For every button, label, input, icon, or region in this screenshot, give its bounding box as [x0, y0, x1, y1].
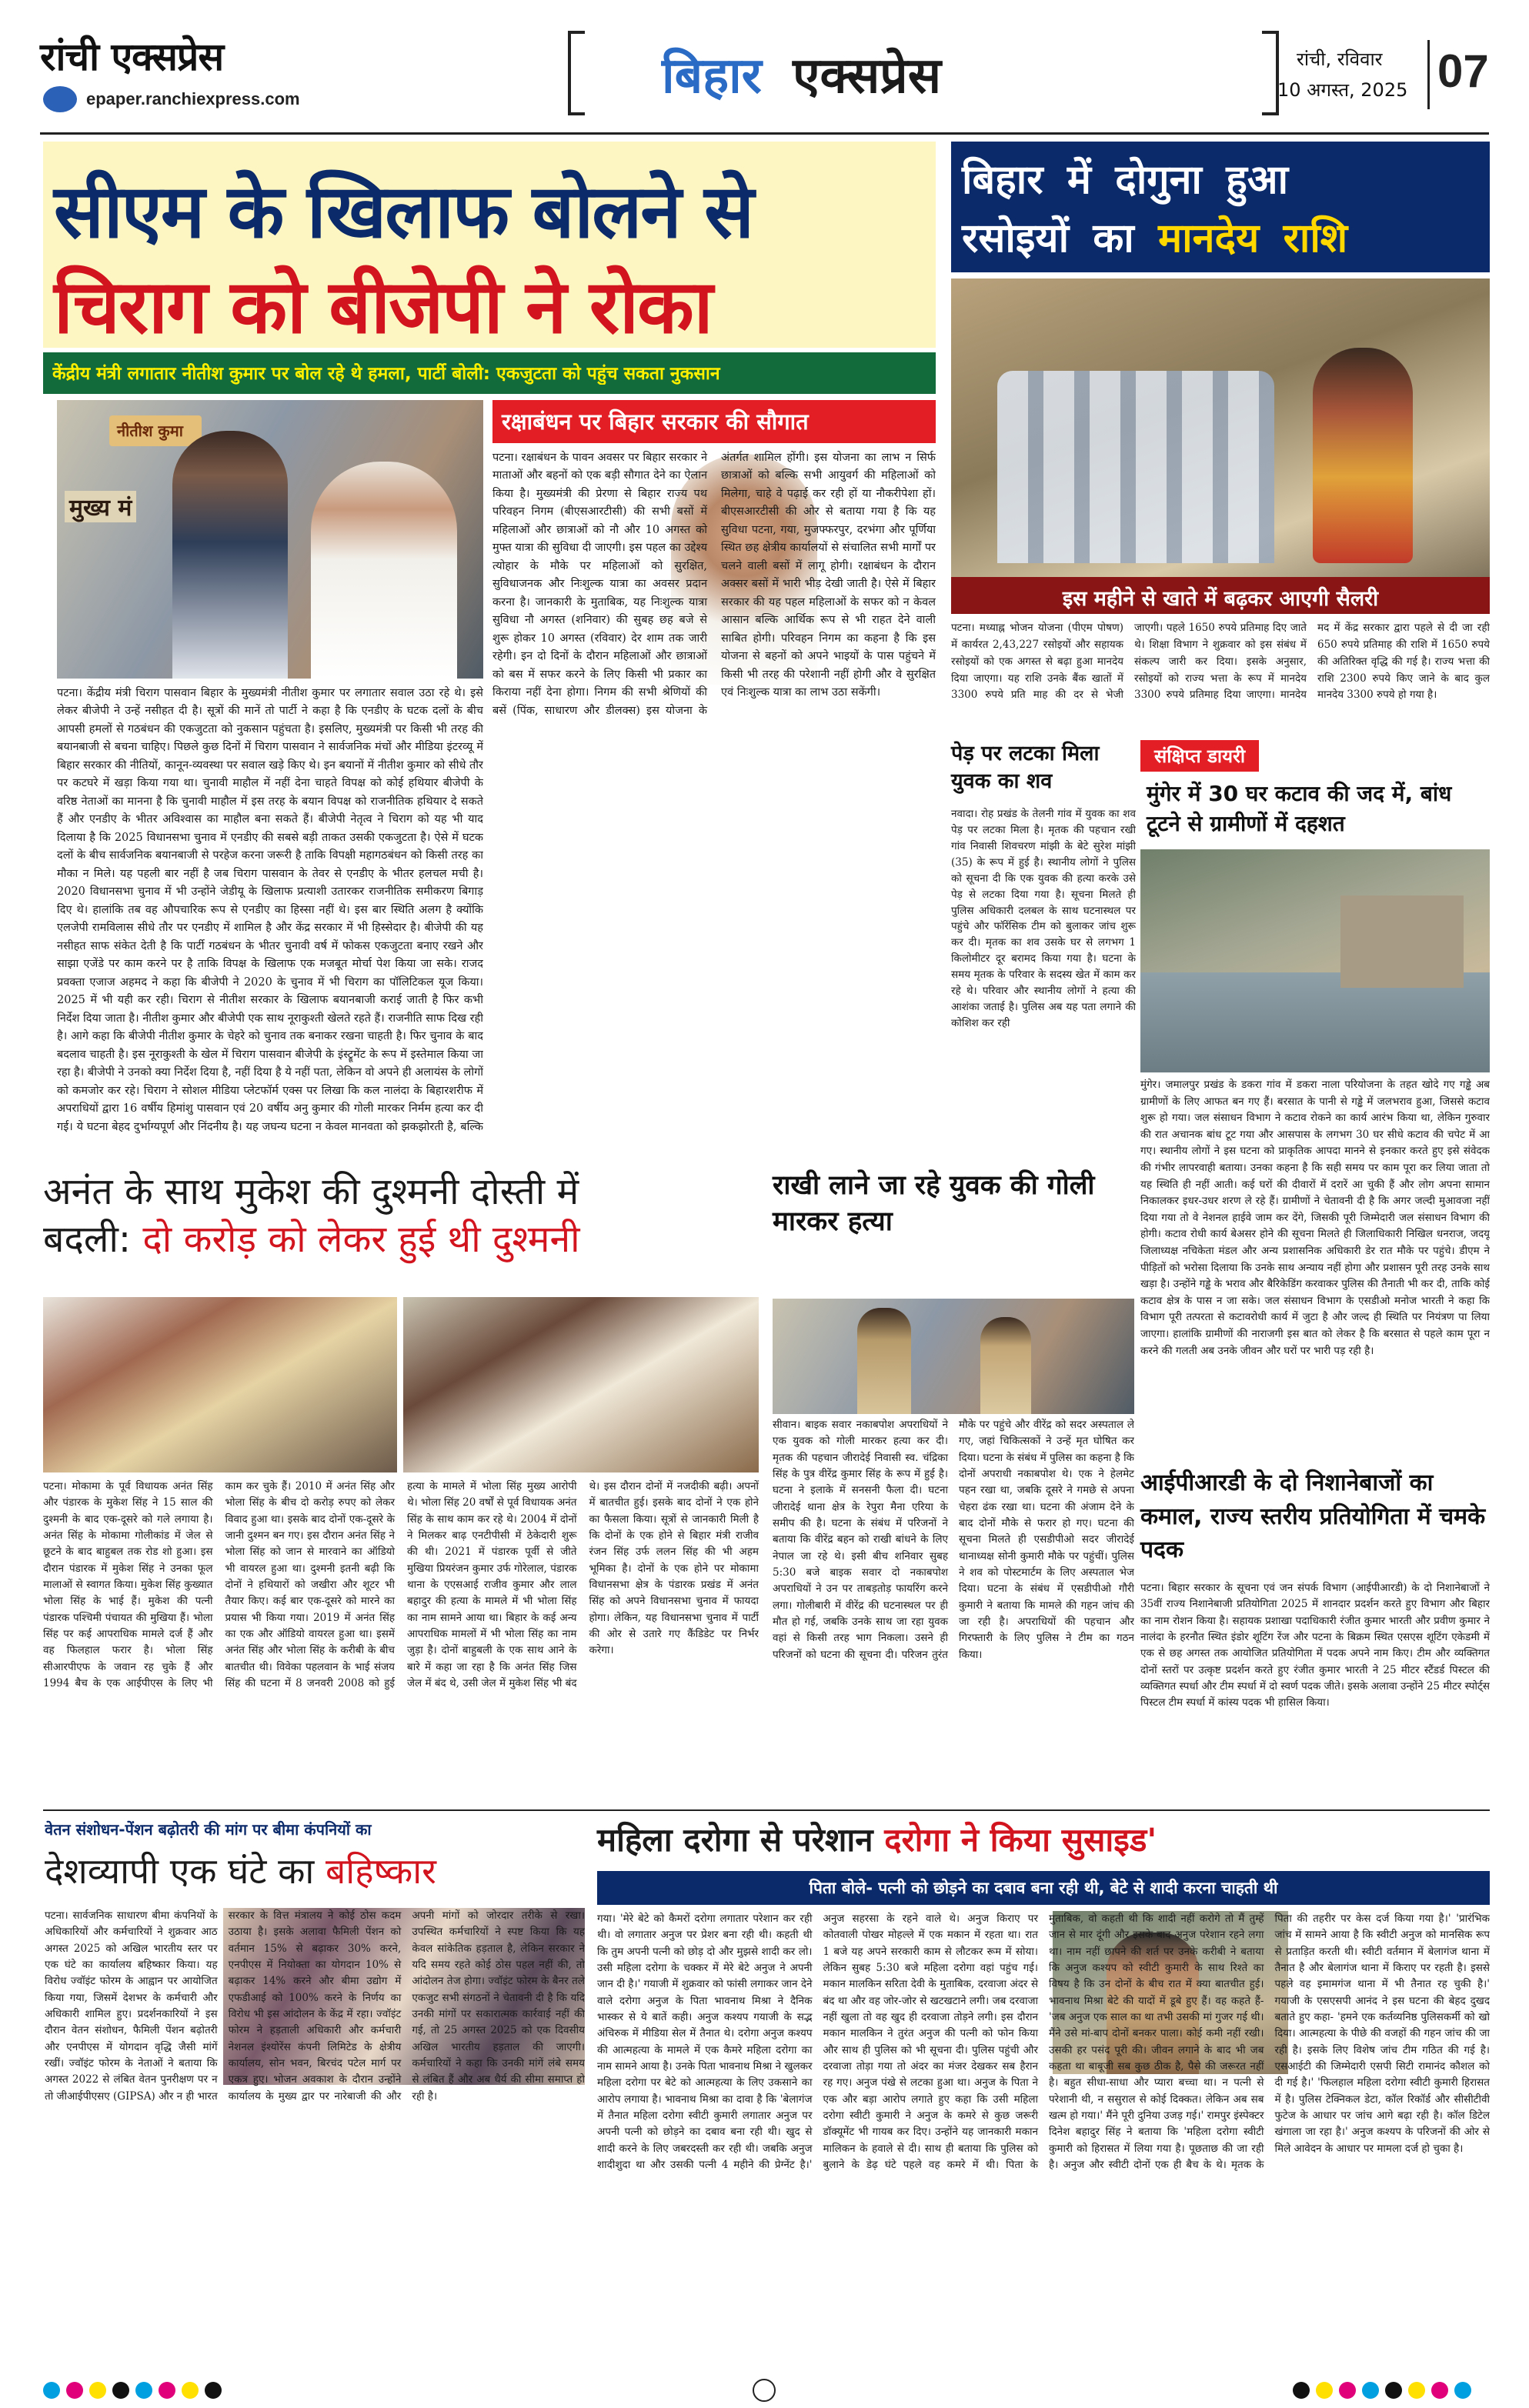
anant-headline	[43, 1168, 766, 1264]
color-dots-right	[1293, 2382, 1477, 2402]
anant-photo-1	[43, 1297, 397, 1472]
brief-diary-label-band	[1140, 740, 1490, 771]
police-figure-2	[980, 1317, 1031, 1414]
house-ruin	[1340, 895, 1464, 988]
tree-headline: पेड़ पर लटका मिला युवक का शव	[951, 742, 1100, 794]
lead-headline-box	[43, 142, 936, 348]
lower-rule	[43, 1809, 1490, 1811]
lead-photo-banner-text: नीतीश कुमा	[117, 422, 183, 440]
site-url[interactable]: epaper.ranchiexpress.com	[86, 89, 300, 108]
rakhi-photo	[773, 1299, 1134, 1414]
brief-diary-label: संक्षिप्त डायरी	[1140, 740, 1259, 772]
section-bracket-right	[1262, 31, 1279, 115]
lead-subhead: केंद्रीय मंत्री लगातार नीतीश कुमार पर बोल रहे थे हमला, पार्टी बोली: एकजुटता को पहुंच सकता नुकसान	[52, 364, 720, 384]
brief-diary-body: मुंगेर। जमालपुर प्रखंड के डकरा गांव में डकरा नाला परियोजना के तहत खोदे गए गड्ढे अब ग्रामीणों के लिए आफत बन गए हैं। बरसात के पानी से गड्ढे में जलभराव हुआ, जिससे कटाव शुरू हो गया। जल संसाधन विभाग ने कटाव रोकने का कार्य आरंभ किया था, लेकिन गुरुवार की रात अचानक बांध टूट गया और आसपास के लगभग 30 घर सीधे कटाव की चपेट में आ गए। स्थानीय लोगों ने इस घटना को प्राकृतिक आपदा मानने से इनकार करते हुए इसे संवेदक की गंभीर लापरवाही बताया। उनका कहना है कि सही समय पर काम पूरा कर लिया जाता तो यह स्थिति ही नहीं आती। कई घरों की दीवारों में दरारें आ चुकी हैं और लोग अपना सामान निकालकर इधर-उधर शरण ले रहे हैं। ग्रामीणों ने चेतावनी दी है कि अगर जल्दी मुआवजा नहीं दिया गया तो वे नेशनल हाईवे जाम कर देंगे, जिसकी पूरी जिम्मेदारी जल संसाधन विभाग की होगी। कटाव रोधी कार्य बेअसर होने की सूचना मिलते ही जिलाधिकारी निखिल धनराज, जदयू जिलाध्यक्ष नचिकेता मंडल और अन्य प्रशासनिक अधिकारी डेर रात मौके पर पहुंचे। डीएम ने पीड़ितों को भरोसा दिलाया कि उनके साथ अन्याय नहीं होगा और प्रशासन पूरी तरह उनके साथ खड़ा है। उन्होंने गड्ढे के भराव और बैरिकेडिंग करवाकर पुलिस की तैनाती भी कर दी, ताकि कोई कटाव क्षेत्र के पास न जा सके। जल संसाधन विभाग के एसडीओ मनोज भारती ने कहा कि विभाग पूरी तत्परता से कटावरोधी कार्य में जुटा है और जल्द ही स्थिति पर नियंत्रण पा लिया जाएगा। हालांकि ग्रामीणों की नाराजगी इस बात को लेकर है कि बरसात से पहले काम पूरा न करने की गलती अब उनके जीवन और घरों पर भारी पड़ रही है।	[1140, 1079, 1490, 1357]
lead-headline-2: चिराग को बीजेपी ने रोका	[54, 264, 712, 350]
lead-body: पटना। केंद्रीय मंत्री चिराग पासवान बिहार के मुख्यमंत्री नीतीश कुमार पर लगातार सवाल उठा रहे थे। इसे लेकर बीजेपी ने उन्हें नसीहत दी है। सूत्रों की मानें तो पार्टी ने कहा है कि एनडीए के घटक दलों के बीच आपसी हमलों से गठबंधन की एकजुटता को नुकसान पहुंचता है। इसलिए, मुख्यमंत्री पर किसी भी तरह की बयानबाजी से बचना चाहिए। पिछले कुछ दिनों में चिराग पासवान ने सार्वजनिक मंचों और मीडिया इंटरव्यू में बिहार सरकार की नीतियों, कानून-व्यवस्था पर सवाल खड़े किए थे। इन बयानों में नीतीश कुमार को सीधे तौर पर कटघरे में खड़ा किया गया था। चुनावी माहौल में नहीं देना चाहते विपक्ष को कोई हथियार बीजेपी के वरिष्ठ नेताओं का मानना है कि चुनावी माहौल में इस तरह के बयान विपक्ष को राजनीतिक हथियार दे सकते हैं और एनडीए के भीतर अविश्वास का माहौल बना सकते हैं। बीजेपी नेतृत्व ने चिराग को यह भी याद दिलाया है कि 2025 विधानसभा चुनाव में एनडीए की सबसे बड़ी ताकत उसकी एकजुटता है। ऐसे में घटक दलों के बीच सार्वजनिक बयानबाजी से परहेज करना जरूरी है ताकि विपक्षी महागठबंधन को किसी तरह का मौका न मिले। यह पहली बार नहीं है जब चिराग पासवान के तेवर से एनडीए के भीतर हलचल मची है। 2020 विधानसभा चुनाव में भी उन्होंने जेडीयू के खिलाफ प्रत्याशी उतारकर राजनीतिक समीकरण बिगाड़ दिए थे। हालांकि तब वह औपचारिक रूप से एनडीए का हिस्सा नहीं थे। इस बार स्थिति अलग है क्योंकि एलजेपी रामविलास सीधे तौर पर एनडीए में शामिल है और केंद्र सरकार में भी हिस्सेदार है। बीजेपी की यह नसीहत साफ संकेत देती है कि पार्टी गठबंधन के भीतर चुनावी वर्ष में फोकस एकजुटता बनाए रखने और साझा एजेंडे पर काम करने पर है ताकि विपक्ष के खिलाफ एक मजबूत मोर्चा पेश किया जा सके। राजद प्रवक्ता एजाज अहमद ने कहा कि बीजेपी ने 2020 के चुनाव में भी चिराग का पॉलिटिकल यूज किया। 2025 में भी यही कर रही। चिराग से नीतीश सरकार के खिलाफ बयानबाजी कराई जाती है फिर कभी निर्देश दिया जाता है। नीतीश कुमार और बीजेपी एक साथ नूराकुश्ती खेलते रहते हैं। राजनीति साफ दिख रही है। आगे कहा कि बीजेपी नीतीश कुमार के चेहरे को चुनाव तक बनाकर रखना चाहती है। फिर चुनाव के बाद बदलाव चाहती है। इस नूराकुश्ती के खेल में चिराग पासवान बीजेपी के इंस्ट्रूमेंट के रूप में इस्तेमाल किया जा रहा है। बीजेपी ने उनको क्या निर्देश दिया है, नहीं दिया है ये नहीं पता, लेकिन वो अपने ही अलायंस के लोगों को कमजोर कर रहे। चिराग ने सोशल मीडिया प्लेटफॉर्म एक्स पर लिखा कि कल नालंदा के बिहारशरीफ में अपराधियों द्वारा 16 वर्षीय हिमांशु पासवान एवं 20 वर्षीय अनु कुमार की गोली मारकर निर्मम हत्या कर दी गई। ये घटना बेहद दुर्भाग्यपूर्ण और निंदनीय है। यह जघन्य घटना न केवल मानवता को झकझोरती है, बल्कि	[57, 687, 483, 1133]
brand-name: रांची एक्सप्रेस	[40, 34, 224, 79]
anant-headline-2	[43, 1216, 766, 1263]
shooters-headline: आईपीआरडी के दो निशानेबाजों का कमाल, राज्य स्तरीय प्रतियोगिता में चमके पदक	[1140, 1469, 1486, 1563]
cooks-headline-1: बिहार में दोगुना हुआ	[962, 157, 1288, 203]
section-title-right: एक्सप्रेस	[793, 47, 941, 105]
header-rule	[40, 132, 1489, 135]
tree-body: नवादा। रोह प्रखंड के तेलनी गांव में युवक का शव पेड़ पर लटका मिला है। मृतक की पहचान रखी गांव निवासी शिवचरण मांझी के बेटे सुरेश मांझी (35) के रूप में हुई है। स्थानीय लोगों ने पुलिस को सूचना दी कि एक युवक की हत्या करके उसे पेड़ से लटका दिया गया है। सूचना मिलते ही पुलिस अधिकारी दलबल के साथ घटनास्थल पर पहुंचे और फॉरेंसिक टीम को बुलाकर जांच शुरू कर दी। मृतक का शव उसके घर से लगभग 1 किलोमीटर दूर बरामद किया गया है। घटना के समय मृतक के परिवार के सदस्य खेत में काम कर रहे थे। परिवार और स्थानीय लोगों ने हत्या की आशंका जताई है। पुलिस अब यह पता लगाने की कोशिश कर रही	[951, 808, 1136, 1029]
rakhi-body: सीवान। बाइक सवार नकाबपोश अपराधियों ने एक युवक को गोली मारकर हत्या कर दी। मृतक की पहचान जीरादेई निवासी स्व. चंद्रिका सिंह के पुत्र वीरेंद्र कुमार सिंह के रूप में हुई है। घटना ने इलाके में सनसनी फैला दी। घटना जीरादेई थाना क्षेत्र के रेपुरा मैना एरिया के समीप की है। घटना के संबंध में परिजनों ने बताया कि वीरेंद्र बहन को राखी बांधने के लिए नेपाल जा रहे थे। इसी बीच शनिवार सुबह 5:30 बजे बाइक सवार दो नकाबपोश अपराधियों ने उन पर ताबड़तोड़ फायरिंग करने लगा। गोलीबारी में वीरेंद्र की घटनास्थल पर ही मौत हो गई, जबकि उनके साथ जा रहा युवक वहां से किसी तरह भाग निकला। उसने ही परिजनों को घटना की सूचना दी। परिजन तुरंत मौके पर पहुंचे और वीरेंद्र को सदर अस्पताल ले गए, जहां चिकित्सकों ने उन्हें मृत घोषित कर दिया। घटना के संबंध में पुलिस का कहना है कि दोनों अपराधी नकाबपोश थे। एक ने हेलमेट पहन रखा था, जबकि दूसरे ने गमछे से अपना चेहरा ढंक रखा था। घटना की अंजाम देने के बाद दोनों मौके से फरार हो गए। घटना की सूचना मिलते ही एसडीपीओ सदर जीरादेई थानाध्यक्ष सोनी कुमारी मौके पर पहुंचीं। पुलिस ने शव को पोस्टमार्टम के लिए अस्पताल भेज दिया। घटना के संबंध में एसडीपीओ गौरी कुमारी ने बताया कि मामले की गहन जांच की जा रही है। अपराधियों की पहचान और गिरफ्तारी के लिए पुलिस ने टीम का गठन किया।	[773, 1419, 1134, 1661]
insurance-headline	[45, 1846, 583, 1894]
rakshabandhan-body: पटना। रक्षाबंधन के पावन अवसर पर बिहार सरकार ने माताओं और बहनों को एक बड़ी सौगात देने का ऐलान किया है। मुख्यमंत्री की प्रेरणा से बिहार राज्य पथ परिवहन निगम (बीएसआरटीसी) की सभी बसों में महिलाओं और छात्राओं को नौ और 10 अगस्त को मुफ्त यात्रा की सुविधा दी जाएगी। इस पहल का उद्देश्य त्योहार के मौके पर महिलाओं को सुरक्षित, सुविधाजनक और निःशुल्क यात्रा का अवसर प्रदान करना है। जानकारी के मुताबिक, यह निःशुल्क यात्रा सुविधा नौ अगस्त (शनिवार) की सुबह छह बजे से शुरू होकर 10 अगस्त (रविवार) देर शाम तक जारी रहेगी। इन दो दिनों के दौरान महिलाओं और छात्राओं को बस में सफर करने के लिए किसी भी प्रकार का किराया नहीं देना होगा। निगम की सभी श्रेणियों की बसें (पिंक, साधारण और डीलक्स) इस योजना के अंतर्गत शामिल होंगी। इस योजना का लाभ न सिर्फ छात्राओं को बल्कि सभी आयुवर्ग की महिलाओं को मिलेगा, चाहे वे पढ़ाई कर रही हों या नौकरीपेशा हों। बीएसआरटीसी की ओर से बताया गया है कि यह सुविधा पटना, गया, मुजफ्फरपुर, दरभंगा और पूर्णिया स्थित छह क्षेत्रीय कार्यालयों से संचालित सभी मार्गों पर चलने वाली बसों में लागू होगी। रक्षाबंधन के दौरान अक्सर बसों में भारी भीड़ देखी जाती है। ऐसे में बिहार सरकार की यह पहल महिलाओं के सफर को न केवल आसान बल्कि आर्थिक रूप से भी राहत देने वाली साबित होगी। परिवहन निगम का कहना है कि इस योजना से बहनों को अपने भाइयों के पास पहुंचने में किसी भी तरह की परेशानी नहीं होगी और वे सुरक्षित एवं निःशुल्क यात्रा का लाभ उठा सकेंगी।	[492, 452, 936, 717]
police-figure	[857, 1308, 911, 1414]
registration-marks	[0, 2379, 1529, 2402]
section-title	[662, 40, 941, 107]
daroga-headline	[597, 1817, 1490, 1861]
insurance-kicker: वेतन संशोधन-पेंशन बढ़ोतरी की मांग पर बीमा कंपनियों का	[45, 1820, 372, 1839]
page-number-divider	[1427, 40, 1430, 109]
person-nitish	[311, 462, 457, 679]
anant-headline-2b: दो करोड़ को लेकर हुई थी दुश्मनी	[142, 1218, 580, 1262]
cooks-headline-2a: रसोइयों का	[962, 215, 1134, 262]
rakshabandhan-title-band	[492, 400, 936, 443]
rakshabandhan-title: रक्षाबंधन पर बिहार सरकार की सौगात	[502, 409, 809, 435]
hand-icon	[43, 86, 77, 112]
anant-photo-2	[403, 1297, 759, 1472]
cooks-photo-caption-band	[951, 577, 1490, 614]
page-number: 07	[1437, 45, 1489, 97]
shooters-body: पटना। बिहार सरकार के सूचना एवं जन संपर्क विभाग (आईपीआरडी) के दो निशानेबाजों ने 35वीं राज्य निशानेबाजी प्रतियोगिता 2025 में शानदार प्रदर्शन करते हुए विभाग और बिहार का नाम रोशन किया है। सहायक प्रशाखा पदाधिकारी रंजीत कुमार भारती और प्रवीण कुमार ने नालंदा के हरनौत स्थित इंडोर शूटिंग रेंज और पटना के बिक्रम स्थित एसएस शूटिंग एकेडमी में एक से छह अगस्त तक आयोजित प्रतियोगिता में पदक अपने नाम किए। टीम और व्यक्तिगत दोनों स्तरों पर उत्कृष्ट प्रदर्शन करते हुए रंजीत कुमार भारती ने 25 मीटर स्टैंडर्ड पिस्टल की व्यक्तिगत स्पर्धा और टीम स्पर्धा में दो स्वर्ण पदक जीते। इसके अलावा उन्होंने 25 मीटर स्पोर्ट्स पिस्टल टीम स्पर्धा में कांस्य पदक भी हासिल किया।	[1140, 1582, 1490, 1709]
cooks-body: पटना। मध्याह्न भोजन योजना (पीएम पोषण) में कार्यरत 2,43,227 रसोइयों और सहायक रसोइयों को एक अगस्त से बढ़ा हुआ मानदेय दिया जाएगा। यह राशि उनके बैंक खातों में 3300 रुपये प्रति माह की दर से भेजी जाएगी। पहले 1650 रुपये प्रतिमाह दिए जाते थे। शिक्षा विभाग ने शुक्रवार को इस संबंध में संकल्प जारी कर दिया। इसके अनुसार, रसोइयों को राज्य भत्ता के रूप में मानदेय 3300 रुपये प्रतिमाह दिया जाएगा। मानदेय मद में केंद्र सरकार द्वारा पहले से दी जा रही 650 रुपये प्रतिमाह की राशि में 1650 रुपये की अतिरिक्त वृद्धि की गई है। राज्य भत्ता की राशि 2300 रुपये किए जाने के बाद कुल मानदेय 3300 रुपये हो गया है।	[951, 622, 1490, 702]
brand-logo	[40, 29, 223, 82]
color-dots-left	[43, 2382, 228, 2402]
cook-figure	[1313, 348, 1413, 563]
rakhi-headline: राखी लाने जा रहे युवक की गोली मारकर हत्या	[773, 1170, 1095, 1238]
daroga-subhead: पिता बोले- पत्नी को छोड़ने का दबाव बना रही थी, बेटे से शादी करना चाहती थी	[809, 1879, 1278, 1897]
lead-photo	[57, 400, 483, 679]
section-bracket-left	[568, 31, 585, 115]
cooks-headline-2b: मानदेय राशि	[1158, 215, 1348, 262]
lead-headline-1: सीएम के खिलाफ बोलने से	[54, 168, 753, 255]
brief-diary-headline: मुंगेर में 30 घर कटाव की जद में, बांध टूटने से ग्रामीणों में दहशत	[1147, 781, 1452, 837]
city-day: रांची, रविवार	[1297, 48, 1383, 70]
daroga-body: गया। 'मेरे बेटे को कैमरों दरोगा लगातार परेशान कर रही थी। वो लगातार अनुज पर प्रेशर बना रही थी। कहती थी कि तुम अपनी पत्नी को छोड़ दो और मुझसे शादी कर लो। उसी महिला दरोगा के चक्कर में मेरे बेटे अनुज ने अपनी जान दी है।' गयाजी में शुक्रवार को फांसी लगाकर जान देने वाले दरोगा अनुज के पिता भावनाथ मिश्रा ने दैनिक भास्कर से ये बातें कही। अनुज कश्यप गयाजी के सद्भ अंचिरुक में मीडिया सेल में तैनात थे। दरोगा अनुज कश्यप की आत्महत्या के मामले में एक कैमरे महिला दरोगा का नाम सामने आया है। उनके पिता भावनाथ मिश्रा ने खुलकर महिला दरोगा पर बेटे को आत्महत्या के लिए उकसाने का आरोप लगाया है। भावनाथ मिश्रा का दावा है कि 'बेलागंज में तैनात महिला दरोगा स्वीटी कुमारी लगातार अनुज पर अपनी पत्नी को छोड़ने का दबाव बना रही थी। खुद से शादी करने के लिए जबरदस्ती कर रही थी। जबकि अनुज शादीशुदा था और उसकी पत्नी 4 महीने की प्रेग्नेंट है।' अनुज सहरसा के रहने वाले थे। अनुज किराए पर कोतवाली पोखर मोहल्ले में एक मकान में रहता था। रात 1 बजे यह अपने सरकारी काम से लौटकर रूम में सोया। लेकिन सुबह 5:30 बजे महिला दरोगा वहां पहुंच गई। मकान मालकिन सरिता देवी के मुताबिक, दरवाजा अंदर से बंद था और वह जोर-जोर से खटखटाने लगी। जब दरवाजा नहीं खुला तो वह खुद ही दरवाजा तोड़ने लगी। इस दौरान मकान मालकिन ने तुरंत अनुज की पत्नी को फोन किया और साथ ही पुलिस को भी सूचना दी। पुलिस पहुंची और दरवाजा तोड़ा गया तो अंदर का मंजर देखकर सब हैरान रह गए। अनुज पंखे से लटका हुआ था। अनुज के पिता ने एक और बड़ा आरोप लगाते हुए कहा कि उसी महिला दरोगा स्वीटी कुमारी ने अनुज के कमरे से कुछ जरूरी डॉक्यूमेंट भी गायब कर दिए। उन्होंने यह जानकारी मकान मालिकन के हवाले से दी। साथ ही बताया कि पुलिस को बुलाने के डेढ़ घंटे पहले वह कमरे में थी। पिता के मुताबिक, वो कहती थी कि शादी नहीं करोगे तो मैं तुम्हें जान से मार दूंगी और इसके बाद अनुज परेशान रहने लगा था। नाम नहीं छापने की शर्त पर उनके करीबी ने बताया कि अनुज कश्यप को स्वीटी कुमारी के साथ रिश्ते का विषय है कि उन दोनों के बीच रात में क्या बातचीत हुई। भावनाथ मिश्रा बेटे की यादों में डूबे हुए हैं। वह कहते हैं- 'जब अनुज एक साल का था तभी उसकी मां गुजर गई थी। मैंने उसे मां-बाप दोनों बनकर पाला। कोई कमी नहीं रखी। उसकी हर पसंद पूरी की। जीवन लगाने के बाद भी जब कहता था बाबूजी सब कुछ ठीक है, पैसे की जरूरत नहीं है। बहुत सीधा-साधा और प्यारा बच्चा था। न पत्नी से परेशानी थी, न ससुराल से कोई दिक्कत। लेकिन अब सब खत्म हो गया।' मैंने पूरी दुनिया उजड़ गई।' रामपुर इंस्पेक्टर दिनेश बहादुर सिंह ने बताया कि 'महिला दरोगा स्वीटी कुमारी को हिरासत में लिया गया है। पूछताछ की जा रही है। अनुज और स्वीटी दोनों एक ही बैच के थे। मृतक के पिता की तहरीर पर केस दर्ज किया गया है।' 'प्रारंभिक जांच में सामने आया है कि स्वीटी अनुज को मानसिक रूप से प्रताड़ित करती थी। स्वीटी वर्तमान में बेलागंज थाना में तैनात है और बेलागंज थाना में किराए पर रहती है। इससे पहले वह इमामगंज थाना में भी तैनात रह चुकी है।' गयाजी के एसएसपी आनंद ने इस घटना की बेहद दुखद बताते हुए कहा- 'हमने एक कर्तव्यनिष्ठ पुलिसकर्मी को खो दिया। आत्महत्या के पीछे की वजहों की गहन जांच की जा रही है। इसके लिए विशेष जांच टीम गठित की गई है। एसआईटी की जिम्मेदारी एसपी सिटी रामानंद कौशल को दी गई है।' 'फिलहाल महिला दरोगा स्वीटी कुमारी हिरासत में है। पुलिस टेक्निकल डेटा, कॉल रिकॉर्ड और सीसीटीवी फुटेज के आधार पर जांच आगे बढ़ा रही है। कॉल डिटेल खंगाला जा रहा है।' अनुज कश्यप के परिजनों की ओर से मिले आवेदन के आधार पर मामला दर्ज हो चुका है।	[597, 1913, 1490, 2171]
flood-photo	[1140, 849, 1490, 1072]
lead-photo-banner	[109, 415, 202, 446]
section-title-left: बिहार	[662, 47, 762, 105]
daroga-headline-b: दरोगा ने किया सुसाइड'	[884, 1821, 1157, 1859]
cooks-photo	[951, 278, 1490, 609]
cooks-headline-2	[962, 209, 1347, 264]
cooks-headline-box	[951, 142, 1490, 272]
insurance-headline-a: देशव्यापी एक घंटे का	[45, 1850, 315, 1892]
cooks-photo-caption: इस महीने से खाते में बढ़कर आएगी सैलरी	[1062, 587, 1379, 611]
insurance-headline-b: बहिष्कार	[325, 1850, 436, 1892]
lead-subhead-band	[43, 352, 936, 394]
daroga-subhead-band	[597, 1871, 1490, 1905]
daroga-headline-a: महिला दरोगा से परेशान	[597, 1821, 873, 1859]
anant-body: पटना। मोकामा के पूर्व विधायक अनंत सिंह और पंडारक के मुकेश सिंह ने 15 साल की दुश्मनी के बाद एक-दूसरे को गले लगाया है। अनंत सिंह के मोकामा गोलीकांड में जेल से छूटने के बाद बाहुबल तक रोड शो हुआ। इस दौरान पंडारक में मुकेश सिंह ने उनका फूल मालाओं से स्वागत किया। मुकेश सिंह कुख्यात भोला सिंह के भाई हैं। मुकेश की पत्नी पंडारक पश्चिमी पंचायत की मुखिया हैं। भोला सिंह पर कई आपराधिक मामले दर्ज हैं और वह फिलहाल फरार है। भोला सिंह सीआरपीएफ के जवान रह चुके हैं और 1994 बैच के एक आईपीएस के लिए भी काम कर चुके हैं। 2010 में अनंत सिंह और भोला सिंह के बीच दो करोड़ रुपए को लेकर विवाद हुआ था। इसके बाद दोनों एक-दूसरे के जानी दुश्मन बन गए। इस दौरान अनंत सिंह ने भोला सिंह को जान से मारवाने का ऑडियो भी वायरल हुआ था। दुश्मनी इतनी बढ़ी कि दोनों ने हथियारों को जखीरा और शूटर भी तैयार किए। कई बार एक-दूसरे को मारने का प्रयास भी किया गया। 2019 में अनंत सिंह का एक और ऑडियो वायरल हुआ था। इसमें अनंत सिंह और भोला सिंह के करीबी के बीच बातचीत थी। विवेका पहलवान के भाई संजय सिंह की घटना में 8 जनवरी 2008 को हुई हत्या के मामले में भोला सिंह मुख्य आरोपी थे। भोला सिंह 20 वर्षों से पूर्व विधायक अनंत सिंह के साथ काम कर रहे थे। 2004 में दोनों ने मिलकर बाढ़ एनटीपीसी में ठेकेदारी शुरू की थी। 2021 में पंडारक पूर्वी से जीते मुखिया प्रियरंजन कुमार उर्फ गोरेलाल, पंडारक थाना के एएसआई राजीव कुमार और लाल बहादुर की हत्या के मामले में भी भोला सिंह का नाम सामने आया था। बिहार के कई अन्य आपराधिक मामलों में भी भोला सिंह का नाम जुड़ा है। दोनों बाहुबली के एक साथ आने के बारे में कहा जा रहा है कि अनंत सिंह जिस जेल में बंद थे, उसी जेल में मुकेश सिंह भी बंद थे। इस दौरान दोनों में नजदीकी बढ़ी। अपनों में बातचीत हुई। इसके बाद दोनों ने एक होने का फैसला किया। सूत्रों से जानकारी मिली है कि दोनों के एक होने से बिहार मंत्री राजीव रंजन सिंह उर्फ ललन सिंह की भी अहम भूमिका है। दोनों के एक होने पर मोकामा विधानसभा क्षेत्र के पंडारक प्रखंड में अनंत सिंह को अपने विधानसभा चुनाव में फायदा होगा। लेकिन, यह विधानसभा चुनाव में पार्टी की ओर से उतारे गए कैंडिडेट पर निर्भर करेगा।	[43, 1480, 759, 1689]
students-figures	[997, 371, 1274, 563]
anant-headline-2a: बदली:	[43, 1218, 132, 1262]
person-chirag	[172, 431, 288, 679]
lead-photo-caption-text: मुख्य मं	[65, 491, 136, 522]
crosshair-icon	[753, 2379, 776, 2402]
masthead	[0, 0, 1529, 131]
anant-headline-1: अनंत के साथ मुकेश की दुश्मनी दोस्ती में	[43, 1170, 579, 1213]
issue-date: 10 अगस्त, 2025	[1277, 79, 1408, 101]
insurance-body: पटना। सार्वजनिक साधारण बीमा कंपनियों के अधिकारियों और कर्मचारियों ने शुक्रवार आठ अगस्त 2025 को अखिल भारतीय स्तर पर एक घंटे का कार्यालय बहिष्कार किया। यह विरोध ज्वॉइंट फोरम के आह्वान पर आयोजित किया गया, जिसमें देशभर के कर्मचारी और अधिकारी शामिल हुए। प्रदर्शनकारियों ने इस दौरान वेतन संशोधन, फैमिली पेंशन बढ़ोतरी और एनपीएस में योगदान वृद्धि जैसी मांगें रखीं। ज्वॉइंट फोरम के नेताओं ने बताया कि अगस्त 2022 से लंबित वेतन पुनरीक्षण पर न तो जीआईपीएसए (GIPSA) और न ही भारत सरकार के वित्त मंत्रालय ने कोई ठोस कदम उठाया है। इसके अलावा फैमिली पेंशन को वर्तमान 15% से बढ़ाकर 30% करने, एनपीएस में नियोक्ता का योगदान 10% से बढ़ाकर 14% करने और बीमा उद्योग में एफडीआई को 100% करने के निर्णय का विरोध भी इस आंदोलन के केंद्र में रहा। ज्वॉइंट फोरम ने हड़ताली अधिकारी और कर्मचारी नेशनल इंश्योरेंस कंपनी लिमिटेड के क्षेत्रीय कार्यालय, सोन भवन, बिरचंद पटेल मार्ग पर एकत्र हुए। भोजन अवकाश के दौरान उन्होंने कार्यालय के मुख्य द्वार पर नारेबाजी की और अपनी मांगों को जोरदार तरीके से रखा। उपस्थित कर्मचारियों ने स्पष्ट किया कि यह केवल सांकेतिक हड़ताल है, लेकिन सरकार ने यदि समय रहते कोई ठोस पहल नहीं की, तो आंदोलन तेज होगा। ज्वॉइंट फोरम के बैनर तले एकजुट सभी संगठनों ने चेतावनी दी है कि यदि उनकी मांगों पर सकारात्मक कार्रवाई नहीं की गई, तो 25 अगस्त 2025 को एक दिवसीय अखिल भारतीय हड़ताल की जाएगी। कर्मचारियों ने कहा कि उनकी मांगें लंबे समय से लंबित हैं और अब धैर्य की सीमा समाप्त हो रही है।	[45, 1909, 585, 2103]
